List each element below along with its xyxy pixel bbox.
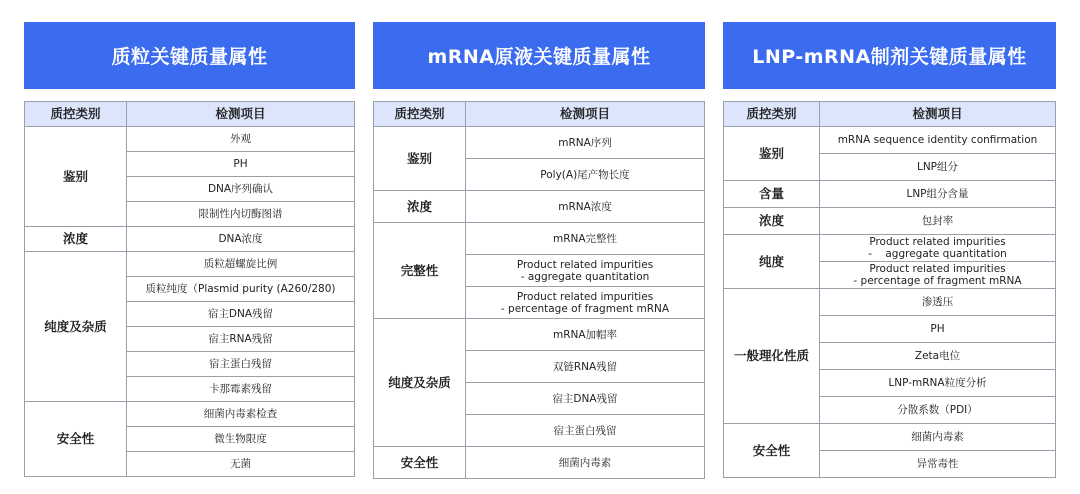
test-item-cell: 异常毒性 [820,451,1056,478]
table-row [25,227,355,252]
category-cell: 鉴别 [25,127,127,227]
panel-title: LNP-mRNA制剂关键质量属性 [723,22,1056,89]
test-item-cell: mRNA浓度 [466,191,705,223]
test-item-cell: 宿主DNA残留 [466,383,705,415]
test-item-cell: 渗透压 [820,289,1056,316]
table-body [374,102,705,479]
test-item-cell: 分散系数（PDI） [820,397,1056,424]
header-row [724,102,1056,127]
test-item-cell: mRNA sequence identity confirmation [820,127,1056,154]
test-item-cell: 包封率 [820,208,1056,235]
category-cell: 纯度及杂质 [374,319,466,447]
test-item-cell: LNP组分 [820,154,1056,181]
table-row [724,289,1056,316]
test-item-cell: 细菌内毒素 [466,447,705,479]
test-item-cell: mRNA完整性 [466,223,705,255]
test-item-cell: PH [820,316,1056,343]
quality-table [373,101,705,479]
table-row [374,319,705,351]
test-item-cell: DNA序列确认 [127,177,355,202]
test-item-cell: mRNA加帽率 [466,319,705,351]
header-test-item: 检测项目 [466,102,705,127]
table-row [374,127,705,159]
category-cell: 浓度 [724,208,820,235]
category-cell: 鉴别 [724,127,820,181]
test-item-cell: 卡那霉素残留 [127,377,355,402]
table-row [374,447,705,479]
test-item-cell: 外观 [127,127,355,152]
header-row [25,102,355,127]
table-row [724,235,1056,262]
header-test-item: 检测项目 [820,102,1056,127]
panel-title: mRNA原液关键质量属性 [373,22,705,89]
test-item-cell: 宿主蛋白残留 [127,352,355,377]
test-item-cell: Product related impurities - percentage of fragment mRNA [820,262,1056,289]
category-cell: 一般理化性质 [724,289,820,424]
table-row [724,127,1056,154]
category-cell: 完整性 [374,223,466,319]
header-category: 质控类别 [374,102,466,127]
table-row [724,208,1056,235]
table-body [25,102,355,477]
table-row [25,127,355,152]
category-cell: 鉴别 [374,127,466,191]
header-category: 质控类别 [724,102,820,127]
test-item-cell: 双链RNA残留 [466,351,705,383]
test-item-cell: LNP组分含量 [820,181,1056,208]
test-item-cell: Product related impurities - aggregate quantitation [466,255,705,287]
table-row [374,223,705,255]
test-item-cell: 宿主RNA残留 [127,327,355,352]
table-row [25,402,355,427]
test-item-cell: 无菌 [127,452,355,477]
table-body [724,102,1056,478]
test-item-cell: PH [127,152,355,177]
category-cell: 安全性 [724,424,820,478]
test-item-cell: Zeta电位 [820,343,1056,370]
quality-table [24,101,355,477]
category-cell: 安全性 [374,447,466,479]
category-cell: 纯度 [724,235,820,289]
table-row [724,181,1056,208]
test-item-cell: 微生物限度 [127,427,355,452]
test-item-cell: LNP-mRNA粒度分析 [820,370,1056,397]
test-item-cell: 限制性内切酶图谱 [127,202,355,227]
test-item-cell: Product related impurities - percentage of fragment mRNA [466,287,705,319]
table-row [374,191,705,223]
test-item-cell: DNA浓度 [127,227,355,252]
quality-table [723,101,1056,478]
header-row [374,102,705,127]
category-cell: 含量 [724,181,820,208]
category-cell: 纯度及杂质 [25,252,127,402]
test-item-cell: mRNA序列 [466,127,705,159]
category-cell: 浓度 [25,227,127,252]
test-item-cell: 质粒纯度（Plasmid purity (A260/280) [127,277,355,302]
test-item-cell: 细菌内毒素检查 [127,402,355,427]
test-item-cell: Poly(A)尾产物长度 [466,159,705,191]
category-cell: 安全性 [25,402,127,477]
test-item-cell: 质粒超螺旋比例 [127,252,355,277]
test-item-cell: Product related impurities - aggregate quantitation [820,235,1056,262]
panel-title: 质粒关键质量属性 [24,22,355,89]
test-item-cell: 宿主蛋白残留 [466,415,705,447]
table-row [25,252,355,277]
header-test-item: 检测项目 [127,102,355,127]
test-item-cell: 宿主DNA残留 [127,302,355,327]
header-category: 质控类别 [25,102,127,127]
table-row [724,424,1056,451]
test-item-cell: 细菌内毒素 [820,424,1056,451]
category-cell: 浓度 [374,191,466,223]
